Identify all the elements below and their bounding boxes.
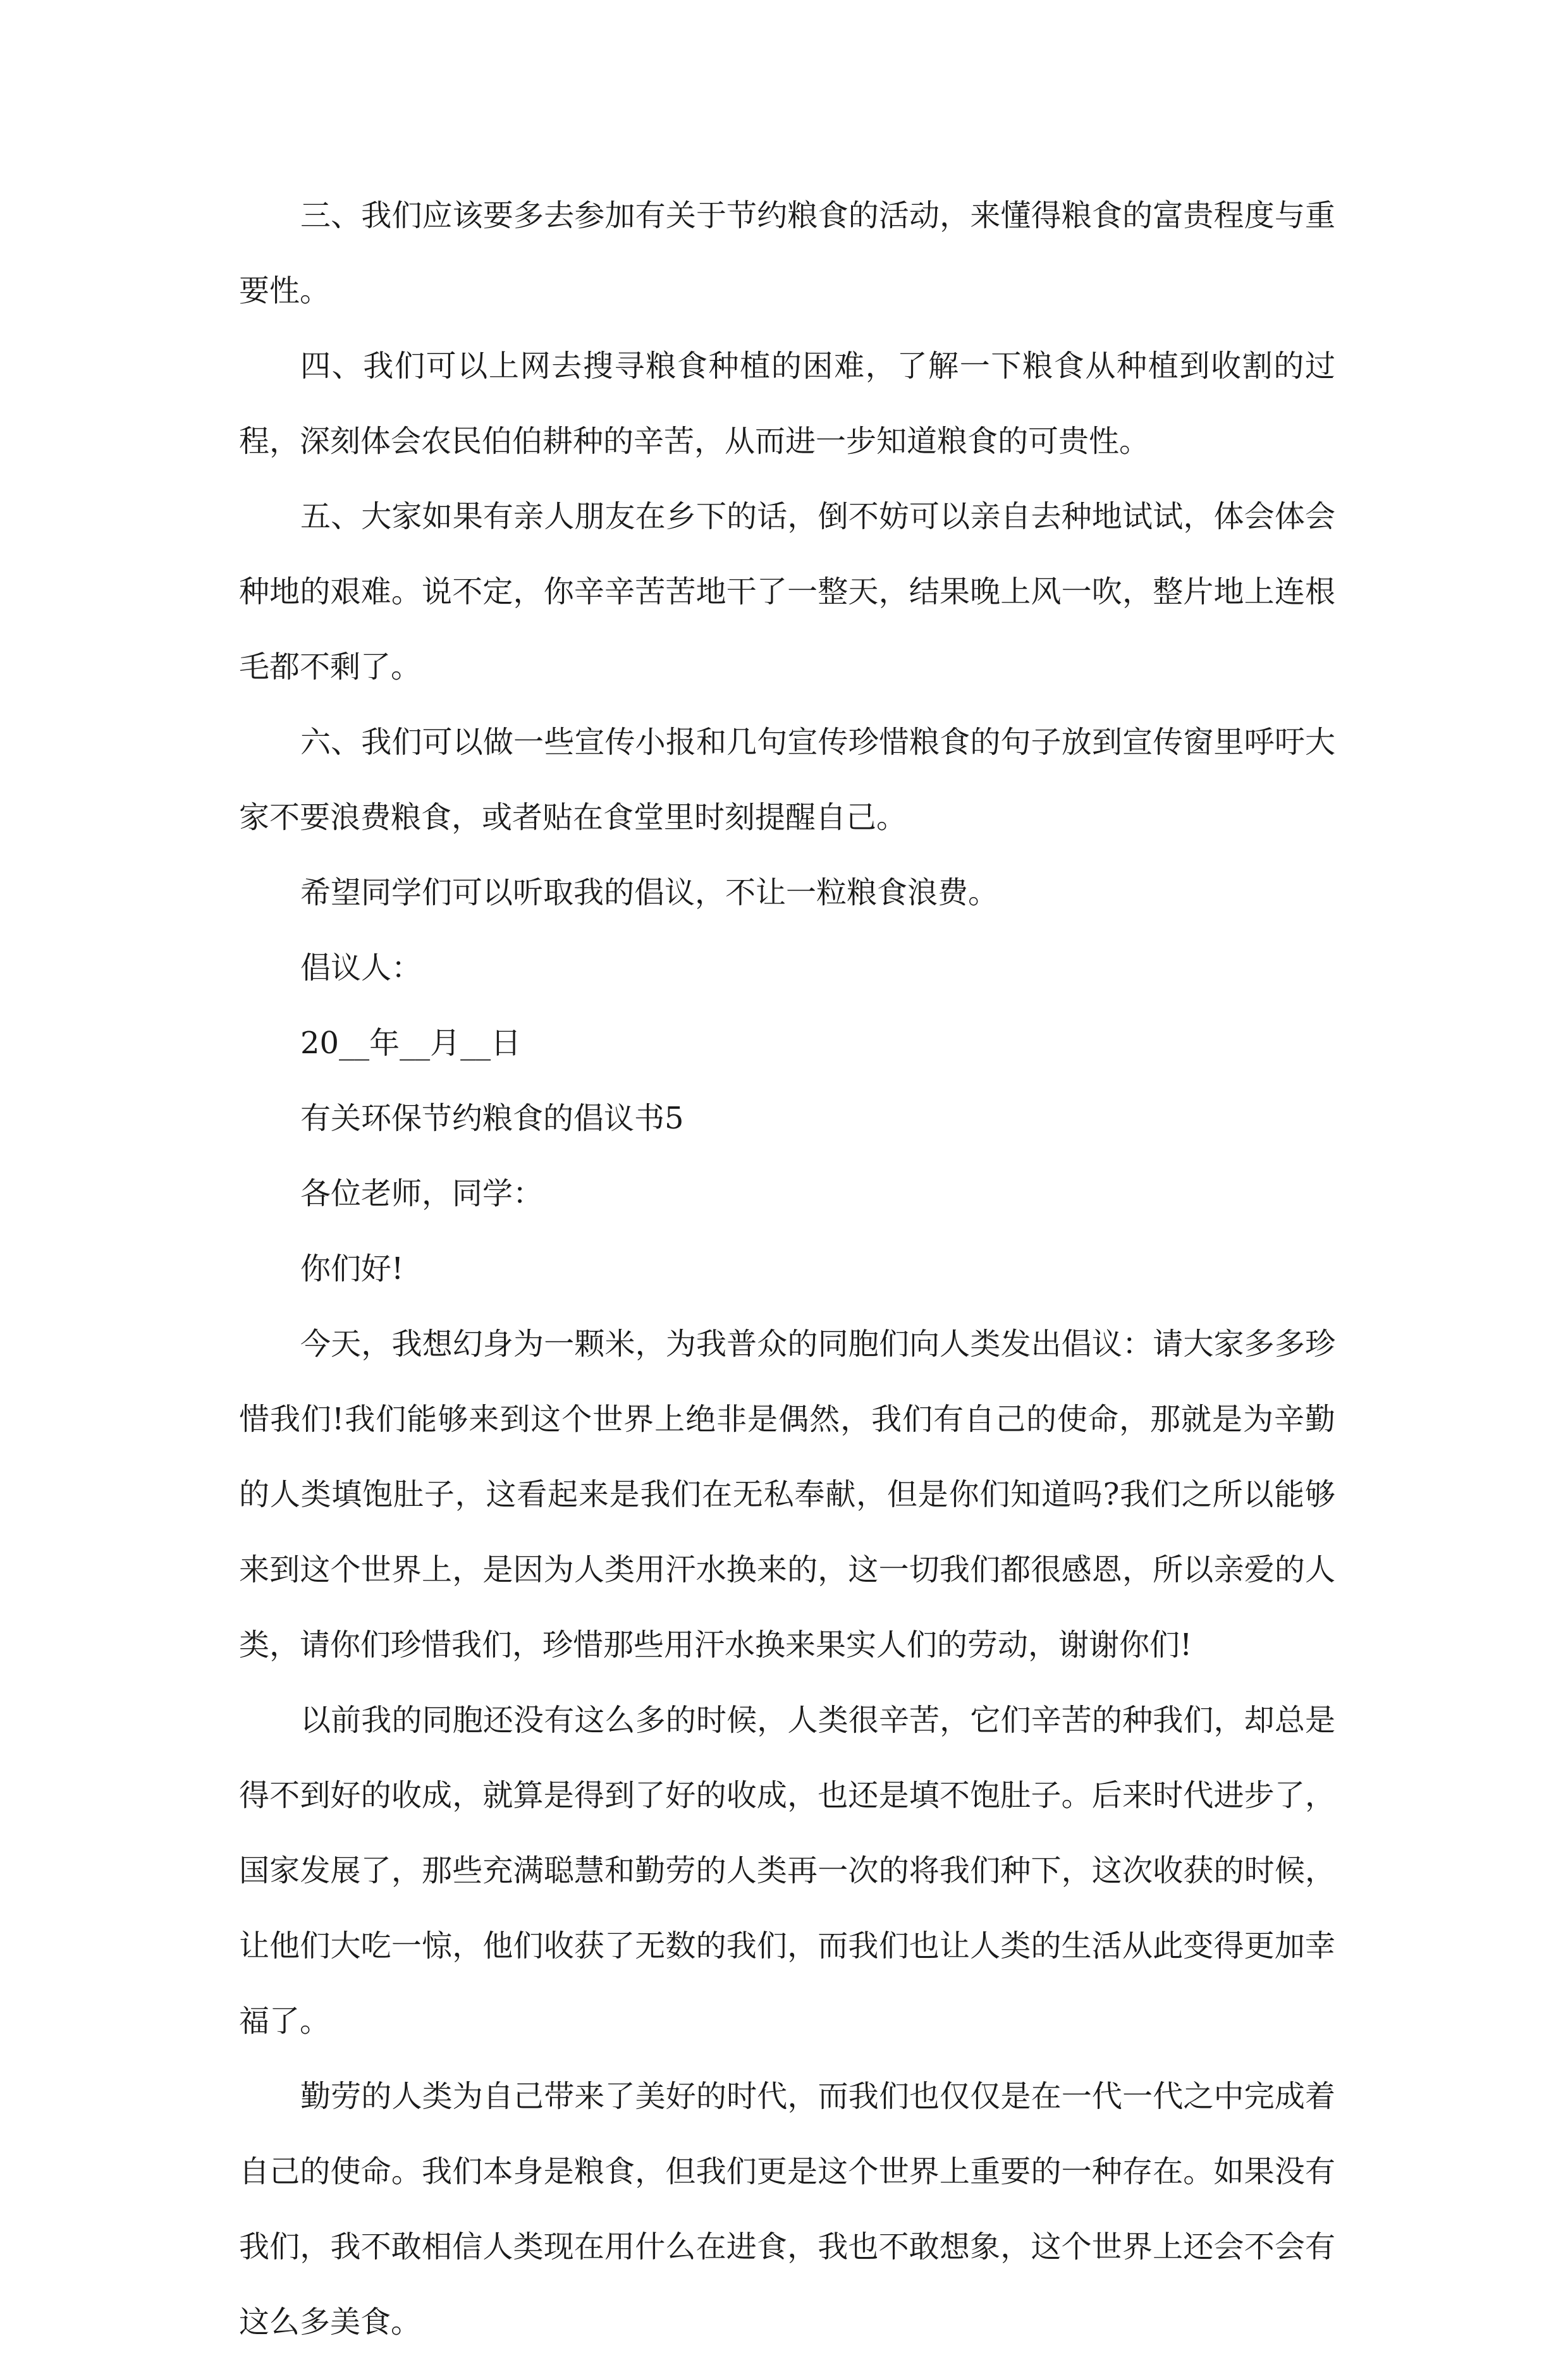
paragraph-point-three: 三、我们应该要多去参加有关于节约粮食的活动，来懂得粮食的富贵程度与重要性。 — [239, 198, 1335, 309]
paragraph-point-six: 六、我们可以做一些宣传小报和几句宣传珍惜粮食的句子放到宣传窗里呼吁大家不要浪费粮食，或者贴在食堂里时刻提醒自己。 — [239, 725, 1335, 835]
salutation: 各位老师，同学： — [300, 1176, 544, 1211]
paragraph-body-1: 今天，我想幻身为一颗米，为我普众的同胞们向人类发出倡议：请大家多多珍惜我们!我们能够来到这个世界上绝非是偶然，我们有自己的使命，那就是为辛勤的人类填饱肚子，这看起来是我们在无私奉献，但是你们知道吗?我们之所以能够来到这个世界上，是因为人类用汗水换来的，这一切我们都很感恩，所以亲爱的人类，请你们珍惜我们，珍惜那些用汗水换来果实人们的劳动，谢谢你们! — [239, 1326, 1335, 1663]
paragraph-closing-hope: 希望同学们可以听取我的倡议，不让一粒粮食浪费。 — [300, 875, 999, 910]
greeting: 你们好! — [300, 1251, 404, 1287]
section-title: 有关环保节约粮食的倡议书5 — [300, 1101, 684, 1136]
paragraph-point-five: 五、大家如果有亲人朋友在乡下的话，倒不妨可以亲自去种地试试，体会体会种地的艰难。说不定，你辛辛苦苦地干了一整天，结果晚上风一吹，整片地上连根毛都不剩了。 — [239, 499, 1335, 685]
paragraph-point-four: 四、我们可以上网去搜寻粮食种植的困难，了解一下粮食从种植到收割的过程，深刻体会农民伯伯耕种的辛苦，从而进一步知道粮食的可贵性。 — [239, 348, 1335, 459]
document-body — [239, 178, 1335, 2360]
signature-date: 20__年__月__日 — [300, 1025, 522, 1061]
paragraph-body-3: 勤劳的人类为自己带来了美好的时代，而我们也仅仅是在一代一代之中完成着自己的使命。我们本身是粮食，但我们更是这个世界上重要的一种存在。如果没有我们，我不敢相信人类现在用什么在进食，我也不敢想象，这个世界上还会不会有这么多美食。 — [239, 2079, 1335, 2340]
paragraph-body-2: 以前我的同胞还没有这么多的时候，人类很辛苦，它们辛苦的种我们，却总是得不到好的收成，就算是得到了好的收成，也还是填不饱肚子。后来时代进步了，国家发展了，那些充满聪慧和勤劳的人类再一次的将我们种下，这次收获的时候，让他们大吃一惊，他们收获了无数的我们，而我们也让人类的生活从此变得更加幸福了。 — [239, 1703, 1335, 2039]
signature-proposer: 倡议人： — [300, 950, 422, 986]
